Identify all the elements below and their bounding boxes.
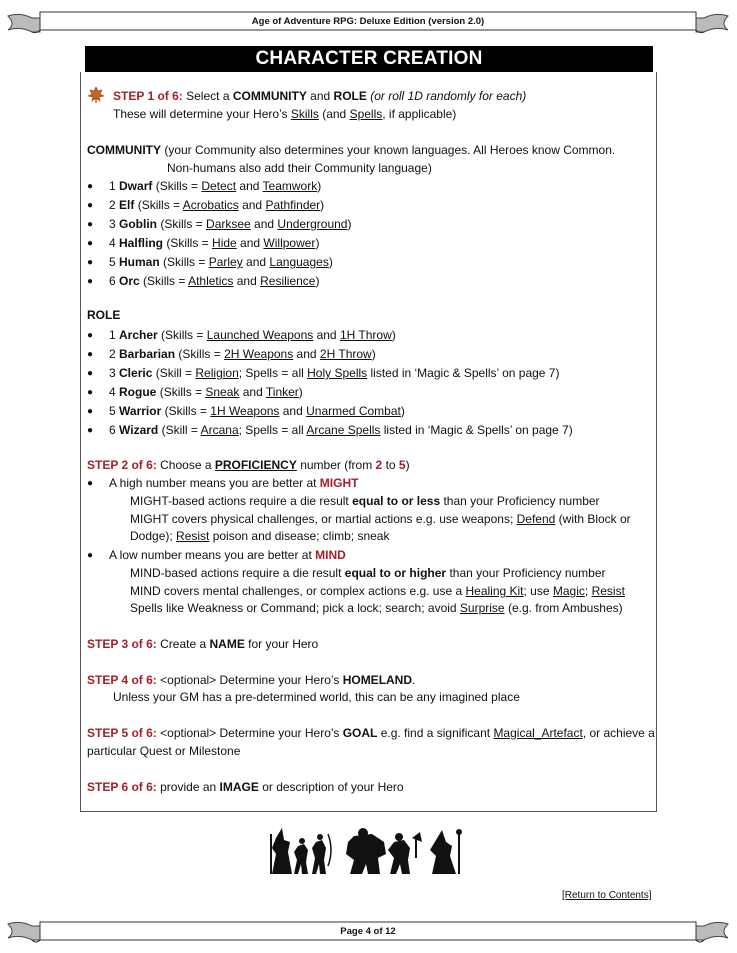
role-list-item: 2 Barbarian (Skills = 2H Weapons and 2H Throw) (109, 347, 376, 361)
bullet-icon: ● (87, 330, 94, 341)
bullet-icon: ● (87, 200, 94, 211)
bullet-icon: ● (87, 425, 94, 436)
step5-label: STEP 5 of 6: (87, 726, 157, 740)
role-list-item: 3 Cleric (Skill = Religion; Spells = all Holy Spells listed in ‘Magic & Spells’ on page 7) (109, 366, 560, 380)
role-list-item: 1 Archer (Skills = Launched Weapons and 1H Throw) (109, 328, 396, 342)
step5-line: STEP 5 of 6: <optional> Determine your Hero’s GOAL e.g. find a significant Magical_Artefact, or achieve a (87, 726, 655, 740)
bullet-icon: ● (87, 219, 94, 230)
community-list-item: 1 Dwarf (Skills = Detect and Teamwork) (109, 179, 322, 193)
step4-line: STEP 4 of 6: <optional> Determine your Hero’s HOMELAND. (87, 673, 416, 687)
mind-line-2: MIND covers mental challenges, or complex actions e.g. use a Healing Kit; use Magic; Resist (130, 584, 625, 598)
step4-label: STEP 4 of 6: (87, 673, 157, 687)
footer-scroll-banner (6, 918, 730, 944)
community-desc: Non-humans also add their Community language) (167, 161, 432, 175)
step1-label: STEP 1 of 6: (113, 89, 183, 103)
mind-line-3: Spells like Weakness or Command; pick a lock; search; avoid Surprise (e.g. from Ambushes) (130, 601, 623, 615)
bullet-icon: ● (87, 550, 94, 561)
community-list-item: 4 Halfling (Skills = Hide and Willpower) (109, 236, 320, 250)
heroes-silhouette-icon (268, 828, 468, 876)
bullet-icon: ● (87, 387, 94, 398)
might-line-2: MIGHT covers physical challenges, or martial actions e.g. use weapons; Defend (with Block or (130, 512, 631, 526)
step6-label: STEP 6 of 6: (87, 780, 157, 794)
page-number: Page 4 of 12 (340, 926, 396, 937)
bullet-icon: ● (87, 368, 94, 379)
step2-label: STEP 2 of 6: (87, 458, 157, 472)
step1-detail: These will determine your Hero’s Skills (and Spells, if applicable) (113, 107, 457, 121)
step2-line: STEP 2 of 6: Choose a PROFICIENCY number (from 2 to 5) (87, 458, 410, 472)
community-list-item: 6 Orc (Skills = Athletics and Resilience) (109, 274, 320, 288)
bullet-icon: ● (87, 257, 94, 268)
step3-label: STEP 3 of 6: (87, 637, 157, 651)
bullet-icon: ● (87, 181, 94, 192)
page-title: CHARACTER CREATION (85, 46, 653, 72)
community-heading-line: COMMUNITY (your Community also determines your known languages. All Heroes know Common. (87, 143, 616, 157)
mind-line-1: MIND-based actions require a die result equal to or higher than your Proficiency number (130, 566, 606, 580)
community-list-item: 3 Goblin (Skills = Darksee and Underground) (109, 217, 352, 231)
autumn-leaf-icon (87, 86, 105, 104)
header-scroll-banner (6, 10, 730, 36)
step5-detail: particular Quest or Milestone (87, 744, 241, 758)
bullet-icon: ● (87, 238, 94, 249)
step6-line: STEP 6 of 6: provide an IMAGE or description of your Hero (87, 780, 404, 794)
role-list-item: 5 Warrior (Skills = 1H Weapons and Unarmed Combat) (109, 404, 405, 418)
might-lead: A high number means you are better at MIGHT (109, 476, 359, 490)
role-heading: ROLE (87, 308, 121, 322)
bullet-icon: ● (87, 406, 94, 417)
bullet-icon: ● (87, 349, 94, 360)
bullet-icon: ● (87, 478, 94, 489)
community-list-item: 5 Human (Skills = Parley and Languages) (109, 255, 333, 269)
community-list-item: 2 Elf (Skills = Acrobatics and Pathfinder) (109, 198, 325, 212)
might-line-1: MIGHT-based actions require a die result equal to or less than your Proficiency number (130, 494, 600, 508)
bullet-icon: ● (87, 276, 94, 287)
role-list-item: 4 Rogue (Skills = Sneak and Tinker) (109, 385, 303, 399)
might-line-3: Dodge); Resist poison and disease; climb; sneak (130, 529, 390, 543)
community-heading: COMMUNITY (87, 143, 161, 157)
mind-lead: A low number means you are better at MIND (109, 548, 346, 562)
role-list-item: 6 Wizard (Skill = Arcana; Spells = all Arcane Spells listed in ‘Magic & Spells’ on page 7) (109, 423, 573, 437)
step3-line: STEP 3 of 6: Create a NAME for your Hero (87, 637, 319, 651)
step1-line: STEP 1 of 6: Select a COMMUNITY and ROLE (or roll 1D randomly for each) (113, 89, 527, 103)
document-header-title: Age of Adventure RPG: Deluxe Edition (version 2.0) (251, 16, 485, 27)
step4-detail: Unless your GM has a pre-determined world, this can be any imagined place (113, 690, 520, 704)
return-to-contents-link[interactable]: [Return to Contents] (562, 890, 652, 901)
